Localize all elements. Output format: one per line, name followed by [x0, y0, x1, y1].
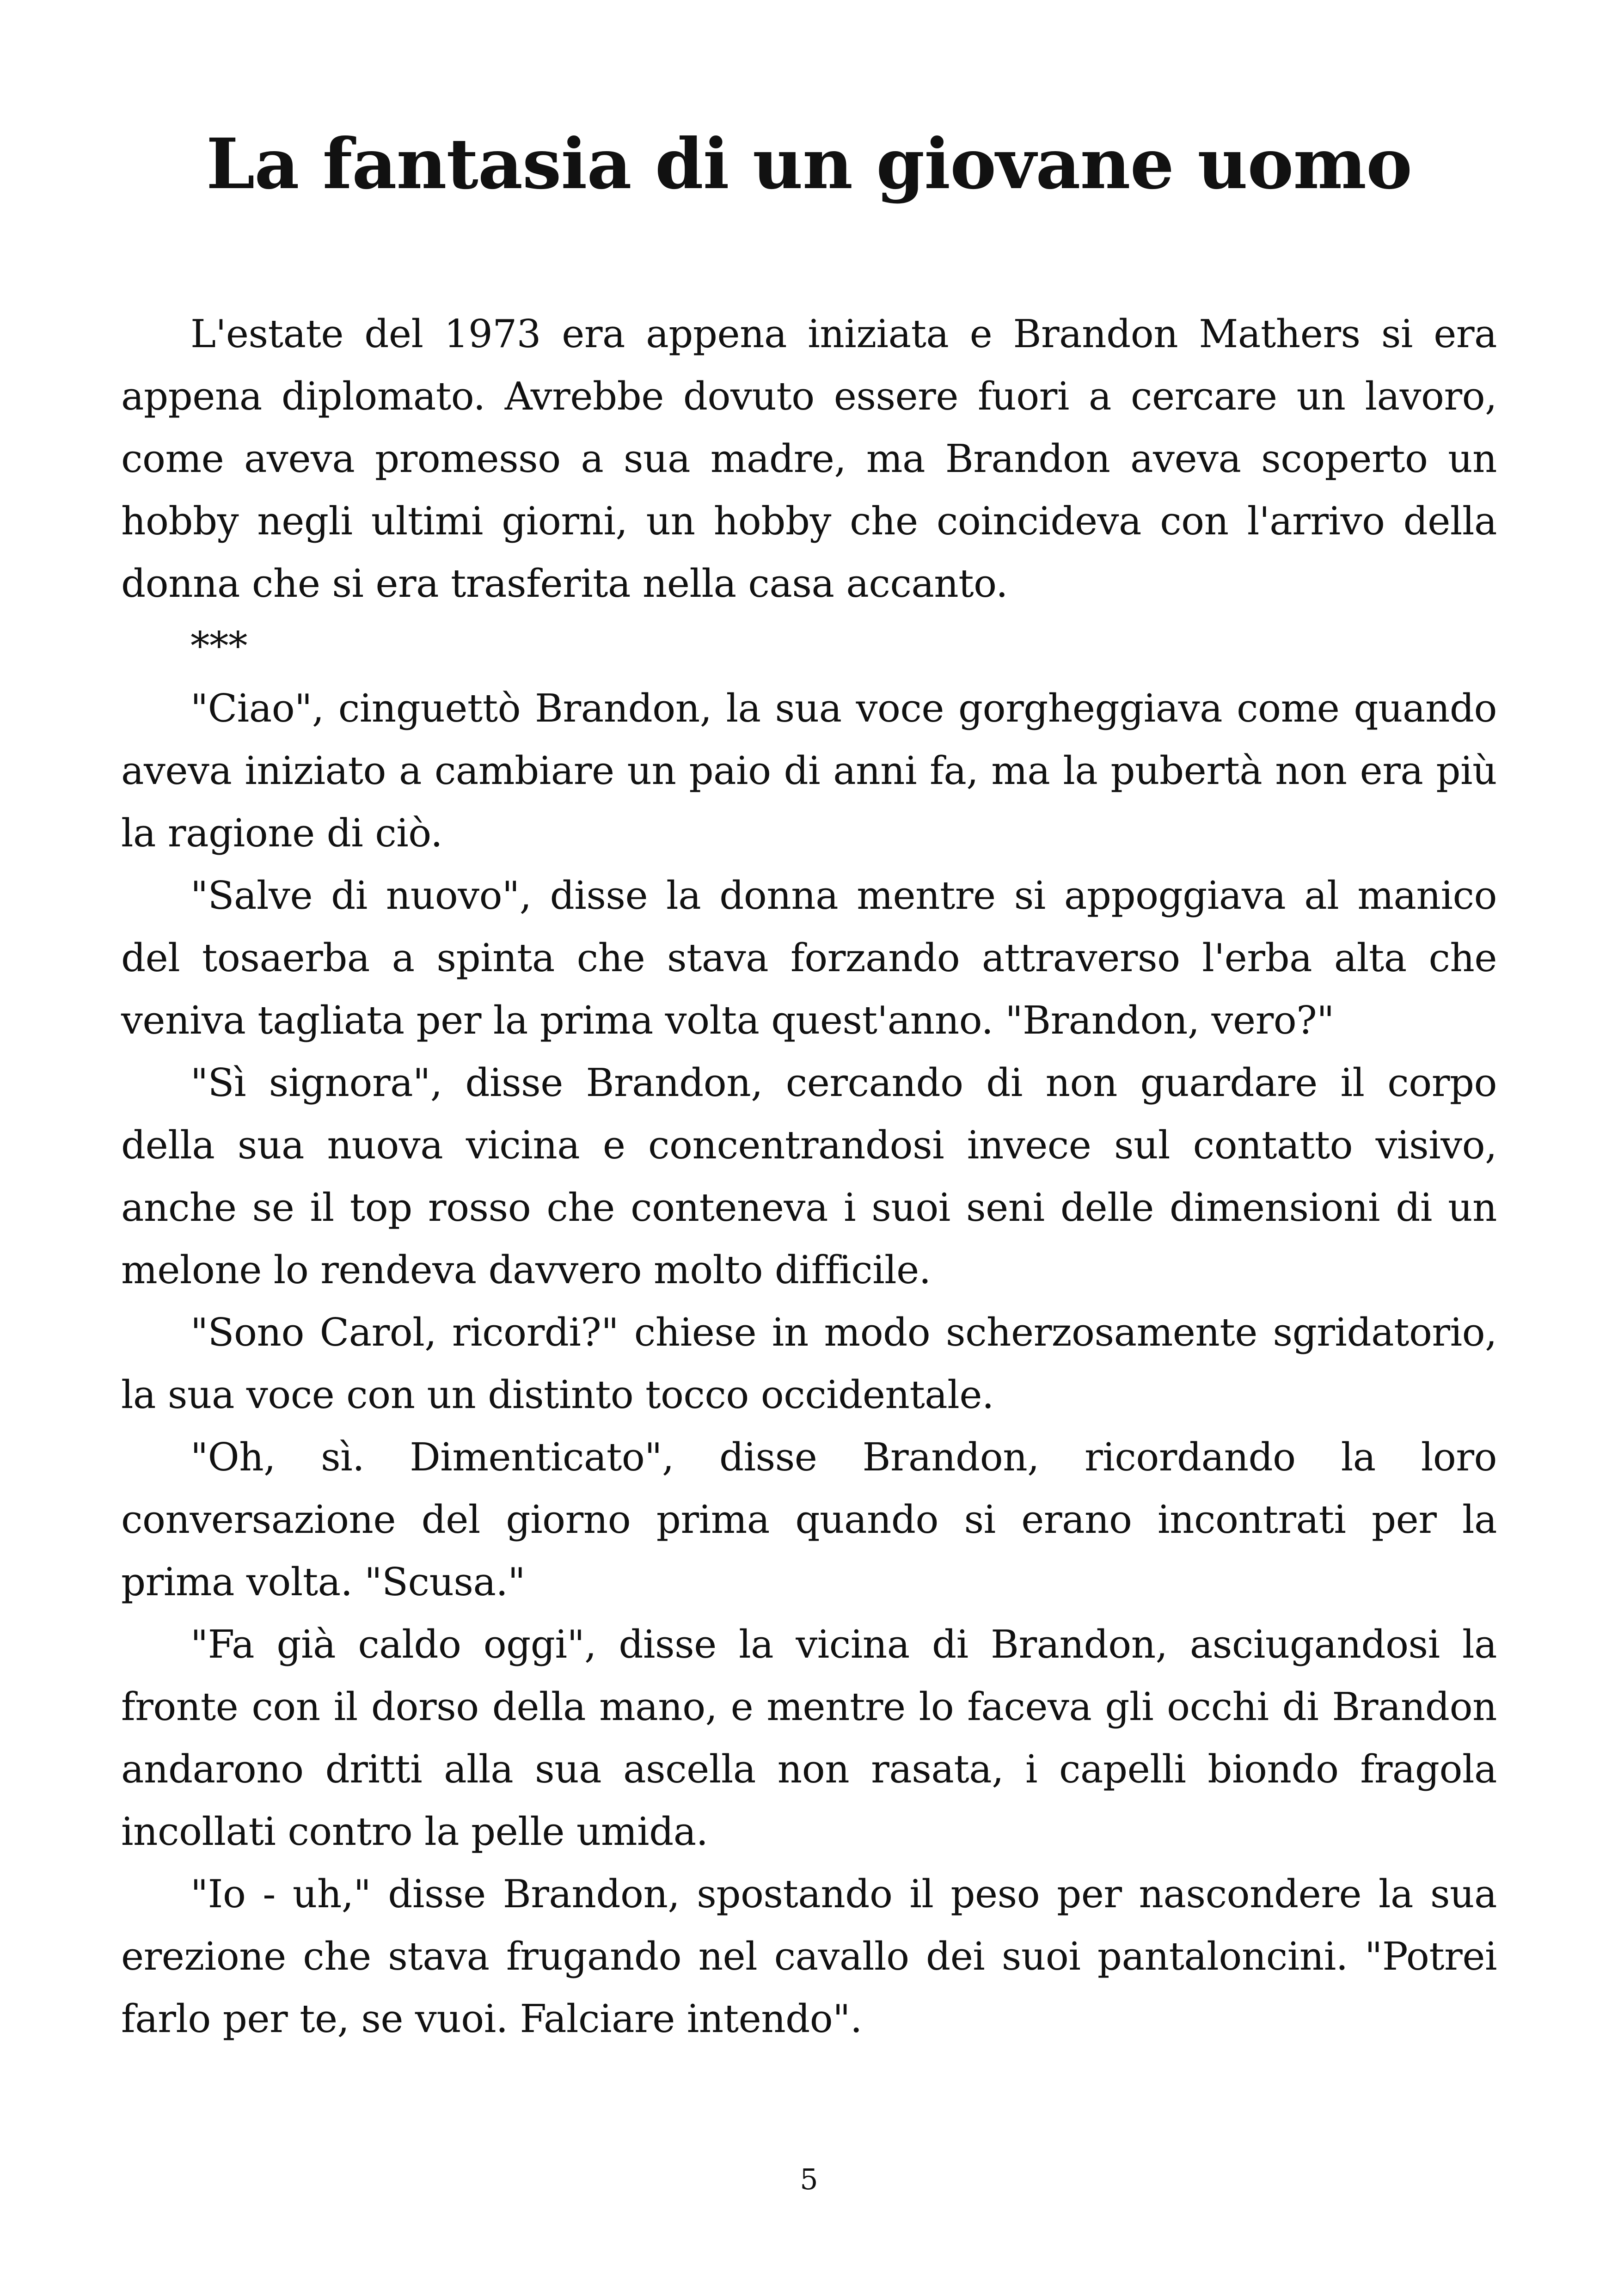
paragraph: "Ciao", cinguettò Brandon, la sua voce gorgheggiava come quando aveva iniziato a cambiare un paio di anni fa, ma la pubertà non era più la ragione di ciò.: [121, 686, 1497, 856]
paragraph: "Oh, sì. Dimenticato", disse Brandon, ricordando la loro conversazione del giorno prima quando si erano incontrati per la prima volta. "Scusa.": [121, 1435, 1497, 1604]
scene-break: ***: [190, 624, 247, 668]
paragraph: "Sì signora", disse Brandon, cercando di non guardare il corpo della sua nuova vicina e concentrandosi invece sul contatto visivo, anche se il top rosso che conteneva i suoi seni delle dimensioni di un melone lo rendeva davvero molto difficile.: [121, 1060, 1497, 1292]
paragraph: "Salve di nuovo", disse la donna mentre si appoggiava al manico del tosaerba a spinta che stava forzando attraverso l'erba alta che veniva tagliata per la prima volta quest'anno. "Brandon, vero?": [121, 873, 1497, 1043]
chapter-body: [121, 303, 1497, 2050]
paragraph: "Sono Carol, ricordi?" chiese in modo scherzosamente sgridatorio, la sua voce con un distinto tocco occidentale.: [121, 1310, 1497, 1417]
paragraph: "Fa già caldo oggi", disse la vicina di Brandon, asciugandosi la fronte con il dorso della mano, e mentre lo faceva gli occhi di Brandon andarono dritti alla sua ascella non rasata, i capelli biondo fragola incollati contro la pelle umida.: [121, 1622, 1497, 1854]
paragraph: "Io - uh," disse Brandon, spostando il peso per nascondere la sua erezione che stava frugando nel cavallo dei suoi pantaloncini. "Potrei farlo per te, se vuoi. Falciare intendo".: [121, 1872, 1497, 2041]
paragraph: L'estate del 1973 era appena iniziata e Brandon Mathers si era appena diplomato. Avrebbe dovuto essere fuori a cercare un lavoro, come aveva promesso a sua madre, ma Brandon aveva scoperto un hobby negli ultimi giorni, un hobby che coincideva con l'arrivo della donna che si era trasferita nella casa accanto.: [121, 312, 1497, 606]
page-number: 5: [800, 2162, 818, 2196]
chapter-title: La fantasia di un giovane uomo: [206, 123, 1412, 205]
